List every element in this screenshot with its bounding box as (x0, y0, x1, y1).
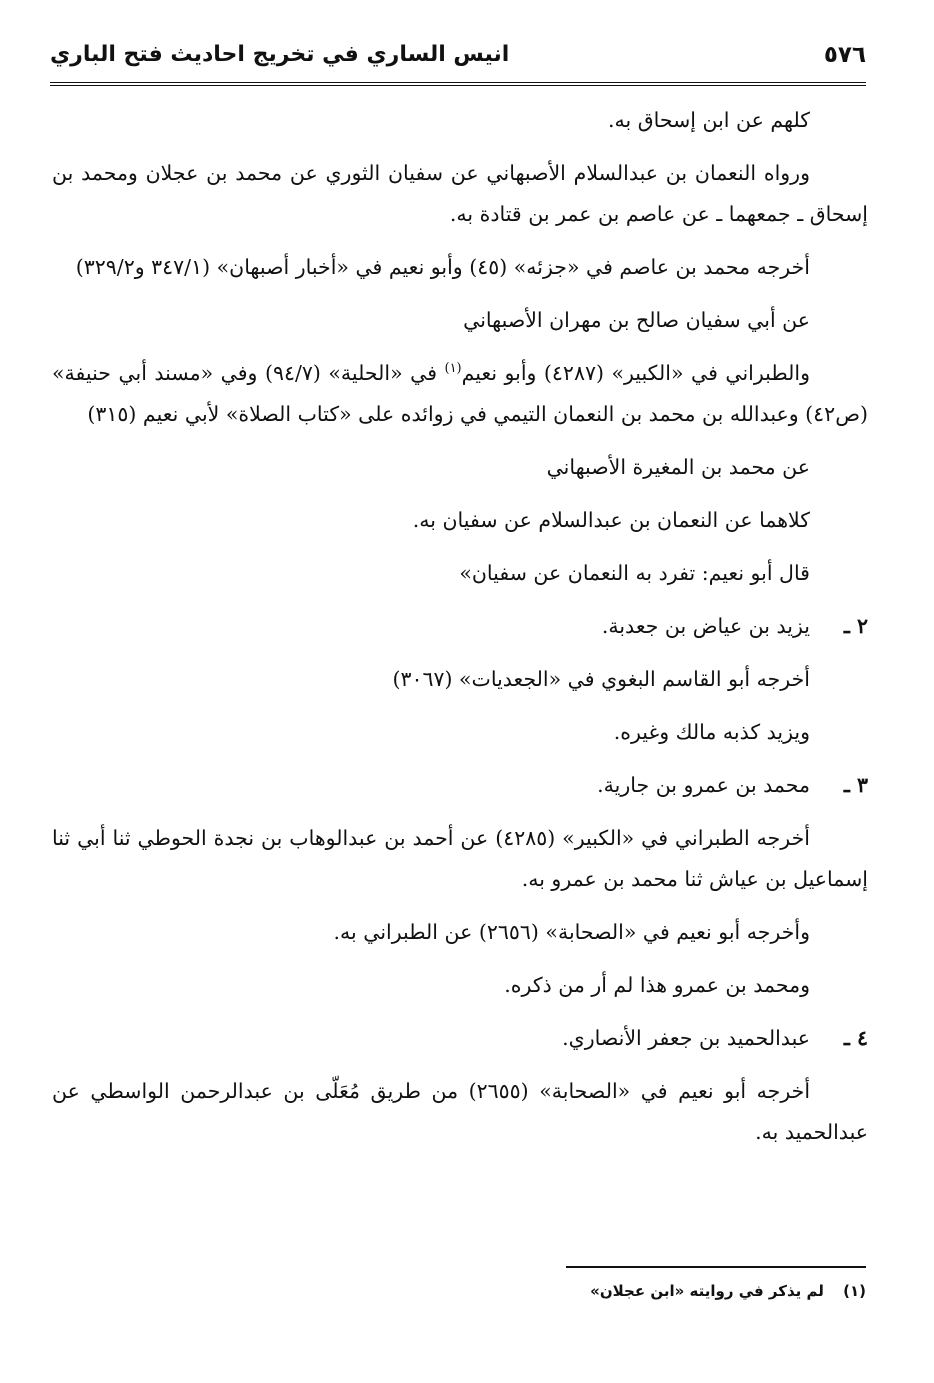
footnote (52, 1278, 866, 1304)
page-header (50, 38, 866, 86)
numbered-heading (52, 606, 868, 647)
item-title: عبدالحميد بن جعفر الأنصاري. (562, 1026, 810, 1050)
item-number: ٤ ـ (843, 1026, 868, 1050)
paragraph: كلاهما عن النعمان بن عبدالسلام عن سفيان به. (412, 508, 810, 532)
page-body (52, 100, 868, 1165)
paragraph: أخرجه أبو نعيم في «الصحابة» (٢٦٥٥) من طريق مُعَلّى بن عبدالرحمن الواسطي عن عبدالحميد به. (52, 1079, 868, 1144)
paragraph: ومحمد بن عمرو هذا لم أر من ذكره. (504, 973, 810, 997)
paragraph (52, 353, 868, 435)
paragraph: ورواه النعمان بن عبدالسلام الأصبهاني عن سفيان الثوري عن محمد بن عجلان ومحمد بن إسحاق ـ جمعهما ـ عن عاصم بن عمر بن قتادة به. (52, 161, 868, 226)
item-number: ٢ ـ (843, 614, 868, 638)
paragraph: وأخرجه أبو نعيم في «الصحابة» (٢٦٥٦) عن الطبراني به. (333, 920, 810, 944)
paragraph: عن محمد بن المغيرة الأصبهاني (546, 455, 810, 479)
paragraph: عن أبي سفيان صالح بن مهران الأصبهاني (463, 308, 810, 332)
paragraph: أخرجه محمد بن عاصم في «جزئه» (٤٥) وأبو نعيم في «أخبار أصبهان» (٣٤٧/١ و٣٢٩/٢) (75, 255, 810, 279)
paragraph: أخرجه الطبراني في «الكبير» (٤٢٨٥) عن أحمد بن عبدالوهاب بن نجدة الحوطي ثنا أبي ثنا إسماعيل بن عياش ثنا محمد بن عمرو به. (52, 826, 868, 891)
numbered-heading (52, 765, 868, 806)
paragraph: أخرجه أبو القاسم البغوي في «الجعديات» (٣٠٦٧) (392, 667, 810, 691)
paragraph: ويزيد كذبه مالك وغيره. (613, 720, 810, 744)
footnote-divider (566, 1266, 866, 1268)
item-number: ٣ ـ (843, 773, 868, 797)
numbered-heading (52, 1018, 868, 1059)
paragraph: كلهم عن ابن إسحاق به. (607, 108, 810, 132)
page-number: ٥٧٦ (823, 42, 866, 68)
footnote-text: لم يذكر في روايته «ابن عجلان» (590, 1282, 824, 1300)
item-title: محمد بن عمرو بن جارية. (597, 773, 810, 797)
paragraph-text: في «الحلية» (٩٤/٧) وفي «مسند أبي حنيفة» (ص٤٢) وعبدالله بن محمد بن النعمان التيمي في زوائده على «كتاب الصلاة» لأبي نعيم (٣١٥) (52, 361, 868, 426)
paragraph-text: والطبراني في «الكبير» (٤٢٨٧) وأبو نعيم (461, 361, 810, 385)
footnote-marker: (١) (843, 1282, 866, 1300)
item-title: يزيد بن عياض بن جعدبة. (601, 614, 810, 638)
footnote-reference[interactable]: (١) (444, 361, 462, 377)
book-title: انيس الساري في تخريج احاديث فتح الباري (50, 42, 510, 67)
paragraph: قال أبو نعيم: تفرد به النعمان عن سفيان» (459, 561, 810, 585)
